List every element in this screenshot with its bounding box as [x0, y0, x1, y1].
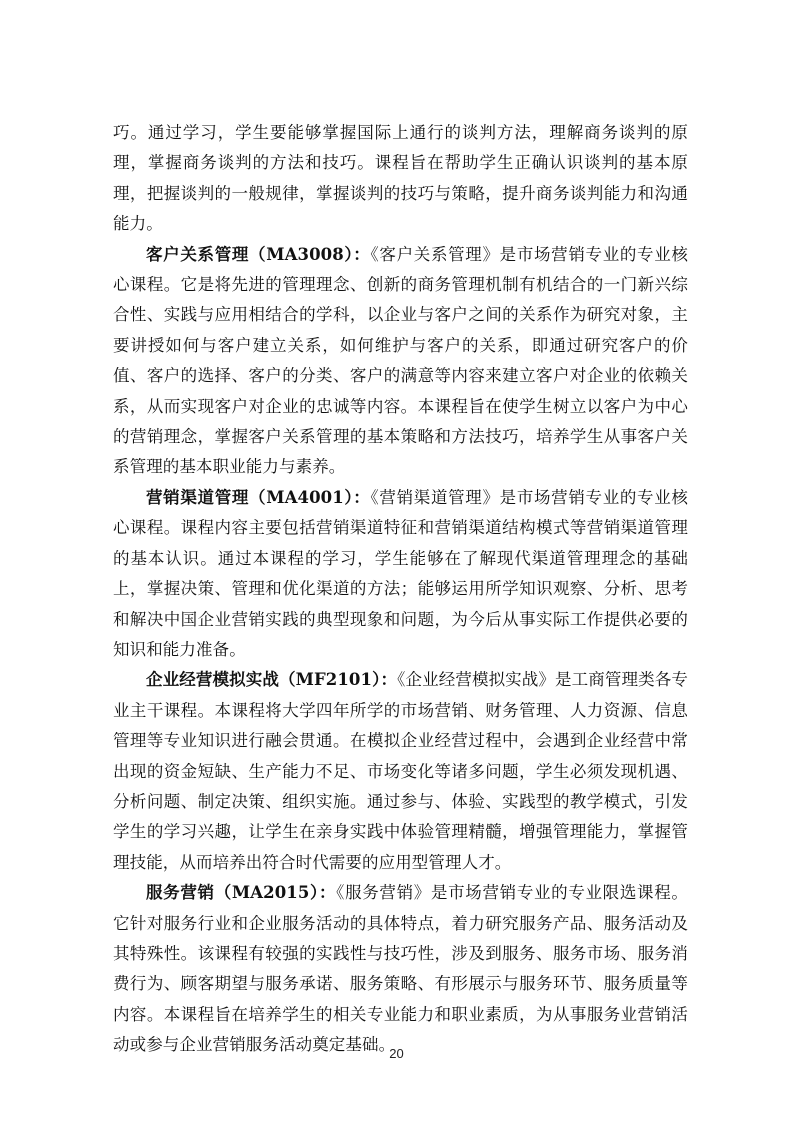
course-title: 服务营销（MA2015）： [146, 883, 337, 903]
course-paragraph-marketing-channel [113, 483, 688, 665]
course-paragraph-business-simulation [113, 665, 688, 878]
intro-text: 巧。通过学习，学生要能够掌握国际上通行的谈判方法，理解商务谈判的原理，掌握商务谈判的方法和技巧。课程旨在帮助学生正确认识谈判的基本原理，把握谈判的一般规律，掌握谈判的技巧与策略，提升商务谈判能力和沟通能力。 [113, 123, 688, 234]
course-paragraph-service-marketing [113, 878, 688, 1060]
course-title: 企业经营模拟实战（MF2101）： [146, 670, 398, 690]
course-title: 客户关系管理（MA3008）： [146, 244, 371, 264]
course-title: 营销渠道管理（MA4001）： [146, 487, 371, 507]
course-paragraph-customer-relationship [113, 240, 688, 483]
course-description: 《服务营销》是市场营销专业的专业限选课程。它针对服务行业和企业服务活动的具体特点，着力研究服务产品、服务活动及其特殊性。该课程有较强的实践性与技巧性，涉及到服务、服务市场、服务消费行为、顾客期望与服务承诺、服务策略、有形展示与服务环节、服务质量等内容。本课程旨在培养学生的相关专业能力和职业素质，为从事服务业营销活动或参与企业营销服务活动奠定基础。 [113, 883, 688, 1055]
page-number: 20 [389, 1046, 404, 1061]
course-description: 《客户关系管理》是市场营销专业的专业核心课程。它是将先进的管理理念、创新的商务管理机制有机结合的一门新兴综合性、实践与应用相结合的学科，以企业与客户之间的关系作为研究对象，主要讲授如何与客户建立关系，如何维护与客户的关系，即通过研究客户的价值、客户的选择、客户的分类、客户的满意等内容来建立客户对企业的依赖关系，从而实现客户对企业的忠诚等内容。本课程旨在使学生树立以客户为中心的营销理念，掌握客户关系管理的基本策略和方法技巧，培养学生从事客户关系管理的基本职业能力与素养。 [113, 244, 688, 477]
page-content [113, 118, 688, 1061]
course-description: 《企业经营模拟实战》是工商管理类各专业主干课程。本课程将大学四年所学的市场营销、财务管理、人力资源、信息管理等专业知识进行融会贯通。在模拟企业经营过程中，会遇到企业经营中常出现的资金短缺、生产能力不足、市场变化等诸多问题，学生必须发现机遇、分析问题、制定决策、组织实施。通过参与、体验、实践型的教学模式，引发学生的学习兴趣，让学生在亲身实践中体验管理精髓，增强管理能力，掌握管理技能，从而培养出符合时代需要的应用型管理人才。 [113, 670, 688, 872]
course-description: 《营销渠道管理》是市场营销专业的专业核心课程。课程内容主要包括营销渠道特征和营销渠道结构模式等营销渠道管理的基本认识。通过本课程的学习，学生能够在了解现代渠道管理理念的基础上，掌握决策、管理和优化渠道的方法；能够运用所学知识观察、分析、思考和解决中国企业营销实践的典型现象和问题，为今后从事实际工作提供必要的知识和能力准备。 [113, 487, 688, 659]
intro-paragraph [113, 118, 688, 240]
